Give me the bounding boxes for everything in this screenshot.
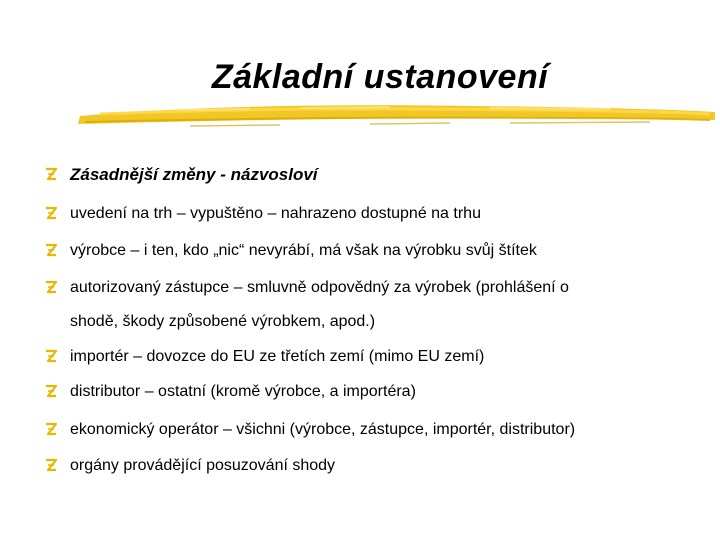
- list-item-text: Zásadnější změny - názvosloví: [70, 165, 318, 184]
- list-item-text: distributor – ostatní (kromě výrobce, a importéra): [70, 383, 416, 400]
- list-item-text: výrobce – i ten, kdo „nic“ nevyrábí, má však na výrobku svůj štítek: [70, 242, 537, 259]
- z-glyph-icon: [44, 384, 58, 398]
- z-glyph-icon: [44, 349, 58, 363]
- list-item-text: uvedení na trh – vypuštěno – nahrazeno dostupné na trhu: [70, 205, 481, 222]
- z-glyph-icon: [44, 243, 58, 257]
- list-item-text: autorizovaný zástupce – smluvně odpovědný za výrobek (prohlášení o: [70, 279, 569, 296]
- z-glyph-icon: [44, 167, 58, 181]
- list-item-text: orgány provádějící posuzování shody: [70, 457, 336, 474]
- list-item-continuation: shodě, škody způsobené výrobkem, apod.): [70, 313, 376, 330]
- z-glyph-icon: [44, 206, 58, 220]
- list-item-text: importér – dovozce do EU ze třetích zemí (mimo EU zemí): [70, 348, 485, 365]
- z-glyph-icon: [44, 458, 58, 472]
- z-glyph-icon: [44, 422, 58, 436]
- list-item-text: ekonomický operátor – všichni (výrobce, zástupce, importér, distributor): [70, 421, 576, 438]
- z-glyph-icon: [44, 280, 58, 294]
- slide-title: Základní ustanovení: [211, 58, 549, 96]
